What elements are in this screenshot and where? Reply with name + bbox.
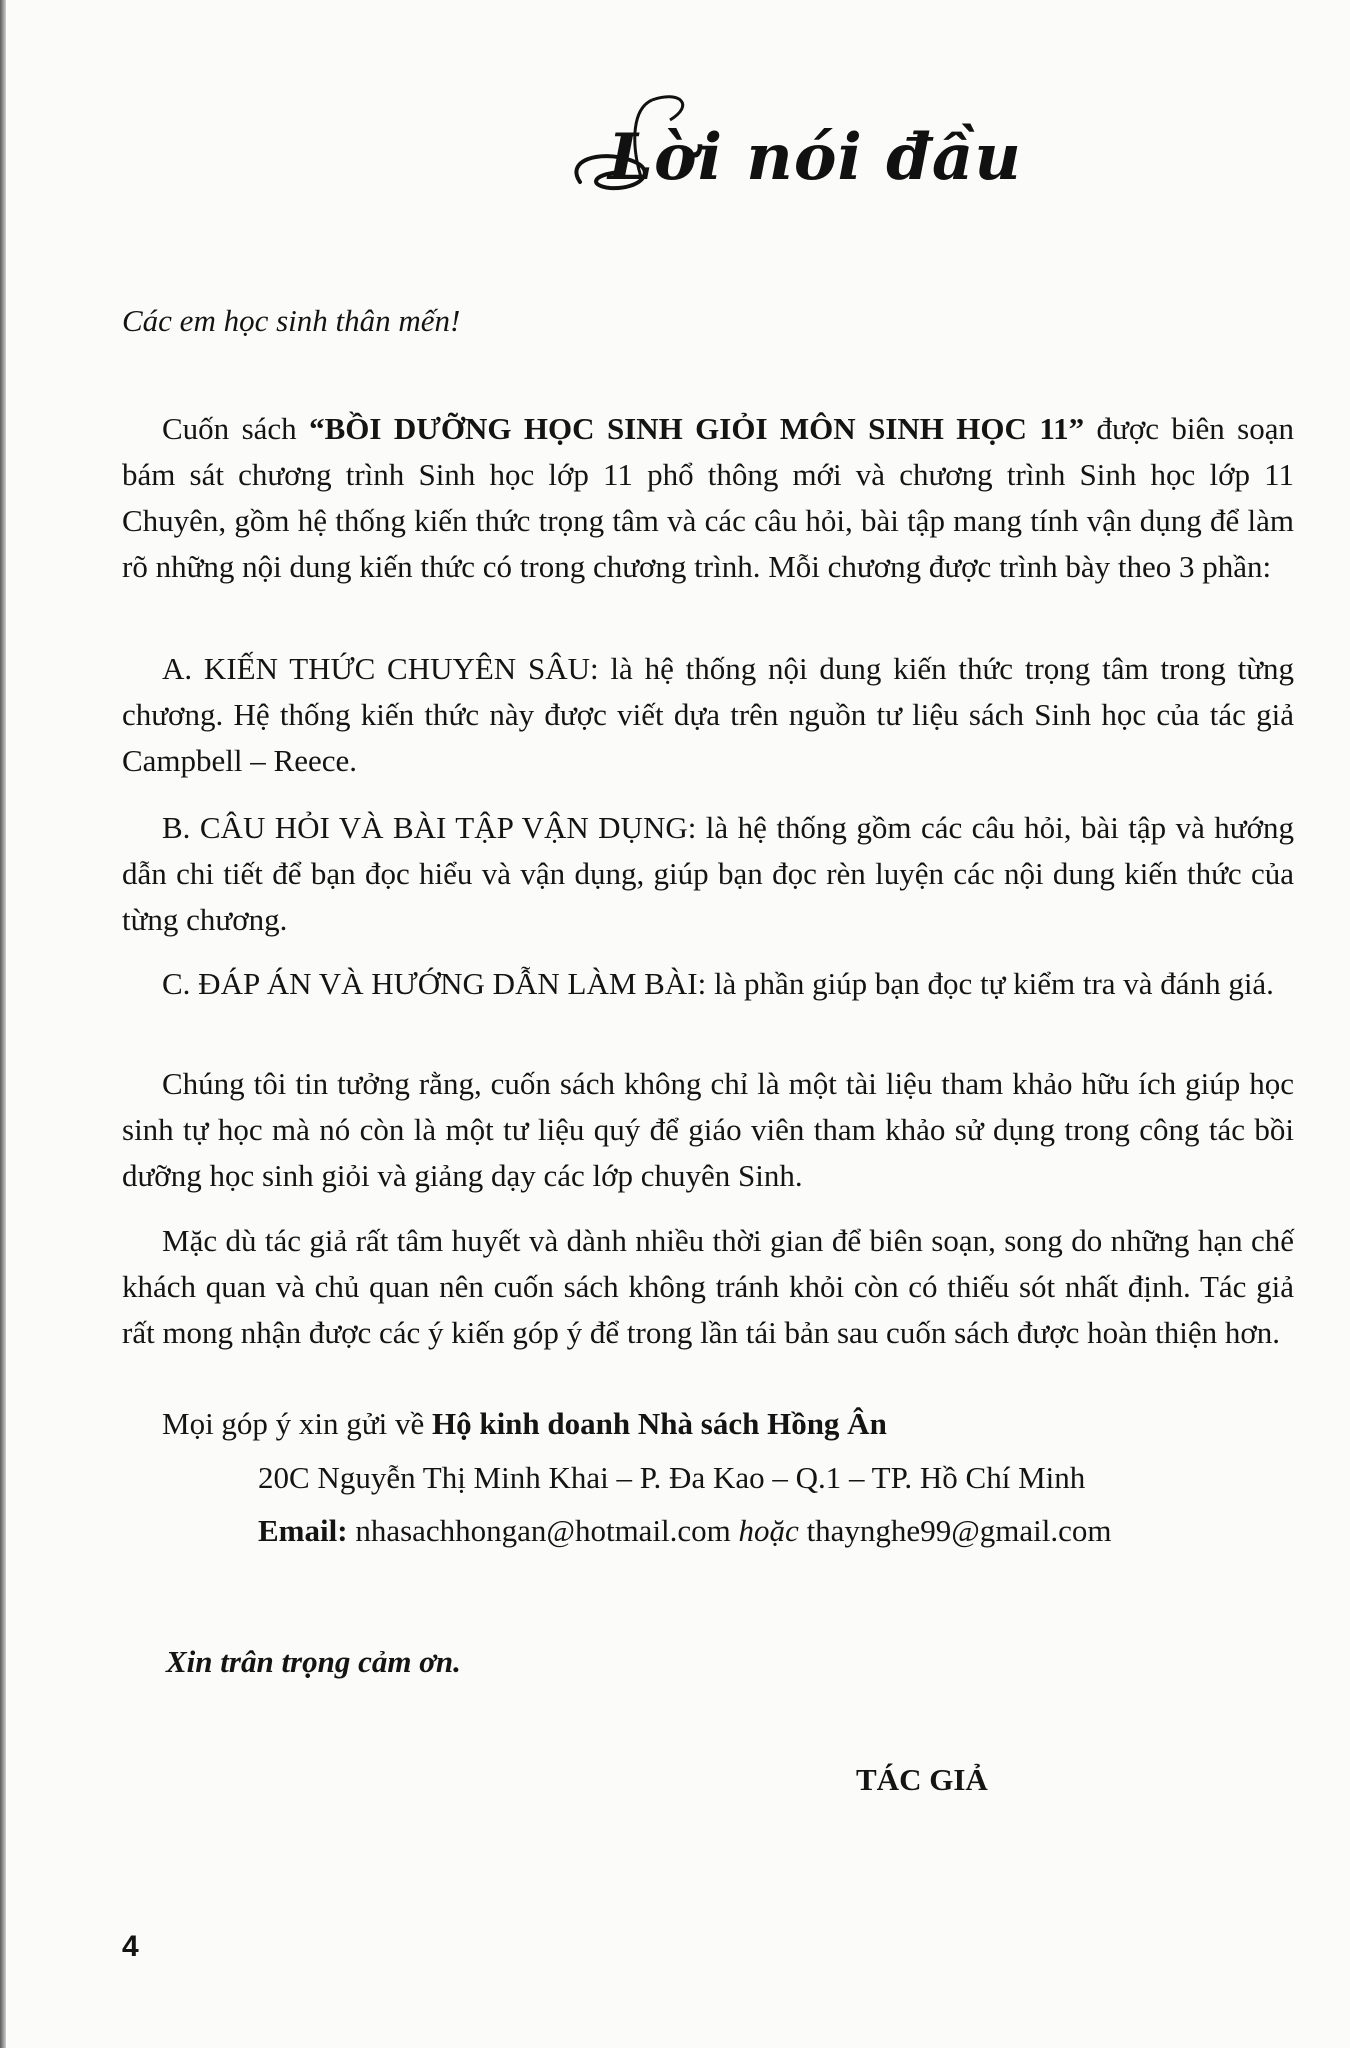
contact-intro-text: Mọi góp ý xin gửi về [162,1406,432,1441]
email-label: Email: [258,1513,348,1548]
part-a-label: A. KIẾN THỨC CHUYÊN SÂU: [162,651,599,686]
book-title: “BỒI DƯỠNG HỌC SINH GIỎI MÔN SINH HỌC 11” [309,411,1085,446]
part-c-paragraph [122,961,1294,1007]
intro-prefix: Cuốn sách [162,411,310,446]
business-name: Hộ kinh doanh Nhà sách Hồng Ân [431,1406,887,1441]
part-a-text: là hệ thống nội dung kiến thức trọng tâm trong từng chương. Hệ thống kiến thức này được viết dựa trên nguồn tư liệu sách Sinh học của tác giả Campbell – Reece. [122,651,1294,778]
page-number: 4 [122,1930,139,1963]
email-primary: nhasachhongan@hotmail.com [347,1513,739,1548]
contact-address: 20C Nguyễn Thị Minh Khai – P. Đa Kao – Q.1 – TP. Hồ Chí Minh [258,1460,1086,1495]
part-a-paragraph [122,646,1294,784]
part-b-paragraph [122,805,1294,943]
email-or: hoặc [738,1513,799,1548]
title-block [560,90,1022,200]
paragraph-trust: Chúng tôi tin tưởng rằng, cuốn sách không chỉ là một tài liệu tham khảo hữu ích giúp học sinh tự học mà nó còn là một tư liệu quý để giáo viên tham khảo sử dụng trong công tác bồi dưỡng học sinh giỏi và giảng dạy các lớp chuyên Sinh. [122,1066,1294,1193]
part-b-text: là hệ thống gồm các câu hỏi, bài tập và hướng dẫn chi tiết để bạn đọc hiểu và vận dụng, giúp bạn đọc rèn luyện các nội dung kiến thức của từng chương. [122,810,1294,937]
part-c-text: là phần giúp bạn đọc tự kiểm tra và đánh giá. [706,966,1274,1001]
intro-rest: được biên soạn bám sát chương trình Sinh học lớp 11 phổ thông mới và chương trình Sinh học lớp 11 Chuyên, gồm hệ thống kiến thức trọng tâm và các câu hỏi, bài tập mang tính vận dụng để làm rõ những nội dung kiến thức có trong chương trình. Mỗi chương được trình bày theo 3 phần: [122,411,1295,584]
page-title: Lời nói đầu [608,120,1022,195]
email-secondary: thaynghe99@gmail.com [798,1513,1112,1548]
greeting: Các em học sinh thân mến! [122,303,461,338]
page-edge-shadow [0,0,6,2048]
author-signature: TÁC GIẢ [856,1762,988,1797]
closing-thanks: Xin trân trọng cảm ơn. [166,1644,461,1679]
paragraph-feedback: Mặc dù tác giả rất tâm huyết và dành nhiều thời gian để biên soạn, song do những hạn chế khách quan và chủ quan nên cuốn sách không tránh khỏi còn có thiếu sót nhất định. Tác giả rất mong nhận được các ý kiến góp ý để trong lần tái bản sau cuốn sách được hoàn thiện hơn. [122,1223,1294,1350]
contact-intro [162,1401,887,1447]
intro-paragraph [122,406,1294,590]
part-b-label: B. CÂU HỎI VÀ BÀI TẬP VẬN DỤNG: [162,810,697,845]
part-c-label: C. ĐÁP ÁN VÀ HƯỚNG DẪN LÀM BÀI: [162,966,707,1001]
contact-email [258,1508,1111,1554]
